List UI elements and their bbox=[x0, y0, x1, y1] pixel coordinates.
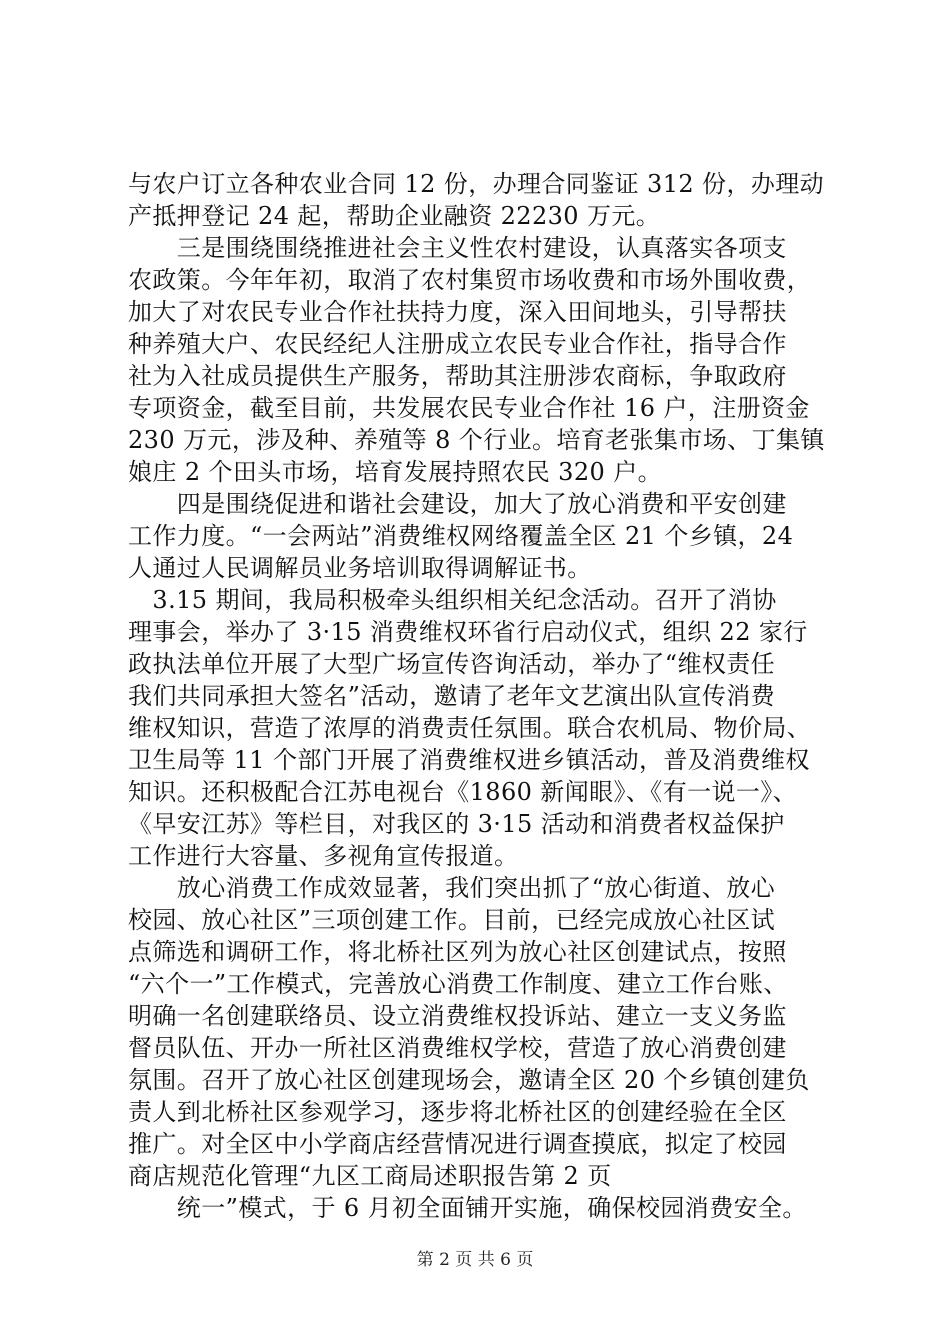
text-line: 政执法单位开展了大型广场宣传咨询活动，举办了“维权责任 bbox=[128, 650, 776, 678]
text-line: 理事会，举办了 3·15 消费维权环省行启动仪式，组织 22 家行 bbox=[128, 618, 808, 646]
text-line: 知识。还积极配合江苏电视台《1860 新闻眼》、《有一说一》、 bbox=[128, 778, 798, 806]
text-line: 统一”模式，于 6 月初全面铺开实施，确保校园消费安全。 bbox=[128, 1194, 807, 1222]
text-line: 督员队伍、开办一所社区消费维权学校，营造了放心消费创建 bbox=[128, 1034, 787, 1062]
text-line: 三是围绕围绕推进社会主义性农村建设，认真落实各项支 bbox=[128, 234, 787, 262]
text-line: 明确一名创建联络员、设立消费维权投诉站、建立一支义务监 bbox=[128, 1002, 787, 1030]
text-line: 责人到北桥社区参观学习，逐步将北桥社区的创建经验在全区 bbox=[128, 1098, 787, 1126]
text-line: 种养殖大户、农民经纪人注册成立农民专业合作社，指导合作 bbox=[128, 330, 787, 358]
text-line: 放心消费工作成效显著，我们突出抓了“放心街道、放心 bbox=[128, 874, 776, 902]
text-line: 娘庄 2 个田头市场，培育发展持照农民 320 户。 bbox=[128, 458, 662, 486]
text-line: 加大了对农民专业合作社扶持力度，深入田间地头，引导帮扶 bbox=[128, 298, 787, 326]
text-line: 维权知识，营造了浓厚的消费责任氛围。联合农机局、物价局、 bbox=[128, 714, 812, 742]
text-line: 卫生局等 11 个部门开展了消费维权进乡镇活动，普及消费维权 bbox=[128, 746, 810, 774]
text-line: 3.15 期间，我局积极牵头组织相关纪念活动。召开了消协 bbox=[128, 586, 777, 614]
text-line: 《早安江苏》等栏目，对我区的 3·15 活动和消费者权益保护 bbox=[128, 810, 785, 838]
text-line: “六个一”工作模式，完善放心消费工作制度、建立工作台账、 bbox=[128, 970, 788, 998]
text-line: 专项资金，截至目前，共发展农民专业合作社 16 户，注册资金 bbox=[128, 394, 810, 422]
text-line: 校园、放心社区”三项创建工作。目前，已经完成放心社区试 bbox=[128, 906, 776, 934]
text-line: 推广。对全区中小学商店经营情况进行调查摸底，拟定了校园 bbox=[128, 1130, 787, 1158]
text-line: 与农户订立各种农业合同 12 份，办理合同鉴证 312 份，办理动 bbox=[128, 170, 825, 198]
text-line: 社为入社成员提供生产服务，帮助其注册涉农商标，争取政府 bbox=[128, 362, 787, 390]
text-line: 工作进行大容量、多视角宣传报道。 bbox=[128, 842, 519, 870]
text-line: 产抵押登记 24 起，帮助企业融资 22230 万元。 bbox=[128, 202, 661, 230]
text-line: 点筛选和调研工作，将北桥社区列为放心社区创建试点，按照 bbox=[128, 938, 787, 966]
text-line: 氛围。召开了放心社区创建现场会，邀请全区 20 个乡镇创建负 bbox=[128, 1066, 810, 1094]
text-line: 商店规范化管理“九区工商局述职报告第 2 页 bbox=[128, 1162, 612, 1190]
page-number-label: 第 2 页 共 6 页 bbox=[416, 1250, 534, 1270]
text-line: 农政策。今年年初，取消了农村集贸市场收费和市场外围收费， bbox=[128, 266, 812, 294]
text-line: 我们共同承担大签名”活动，邀请了老年文艺演出队宣传消费 bbox=[128, 682, 776, 710]
body-text bbox=[128, 168, 848, 1224]
text-line: 工作力度。“一会两站”消费维权网络覆盖全区 21 个乡镇，24 bbox=[128, 522, 794, 550]
text-line: 人通过人民调解员业务培训取得调解证书。 bbox=[128, 554, 592, 582]
text-line: 230 万元，涉及种、养殖等 8 个行业。培育老张集市场、丁集镇 bbox=[128, 426, 825, 454]
page-footer bbox=[0, 1250, 950, 1270]
text-line: 四是围绕促进和谐社会建设，加大了放心消费和平安创建 bbox=[128, 490, 787, 518]
